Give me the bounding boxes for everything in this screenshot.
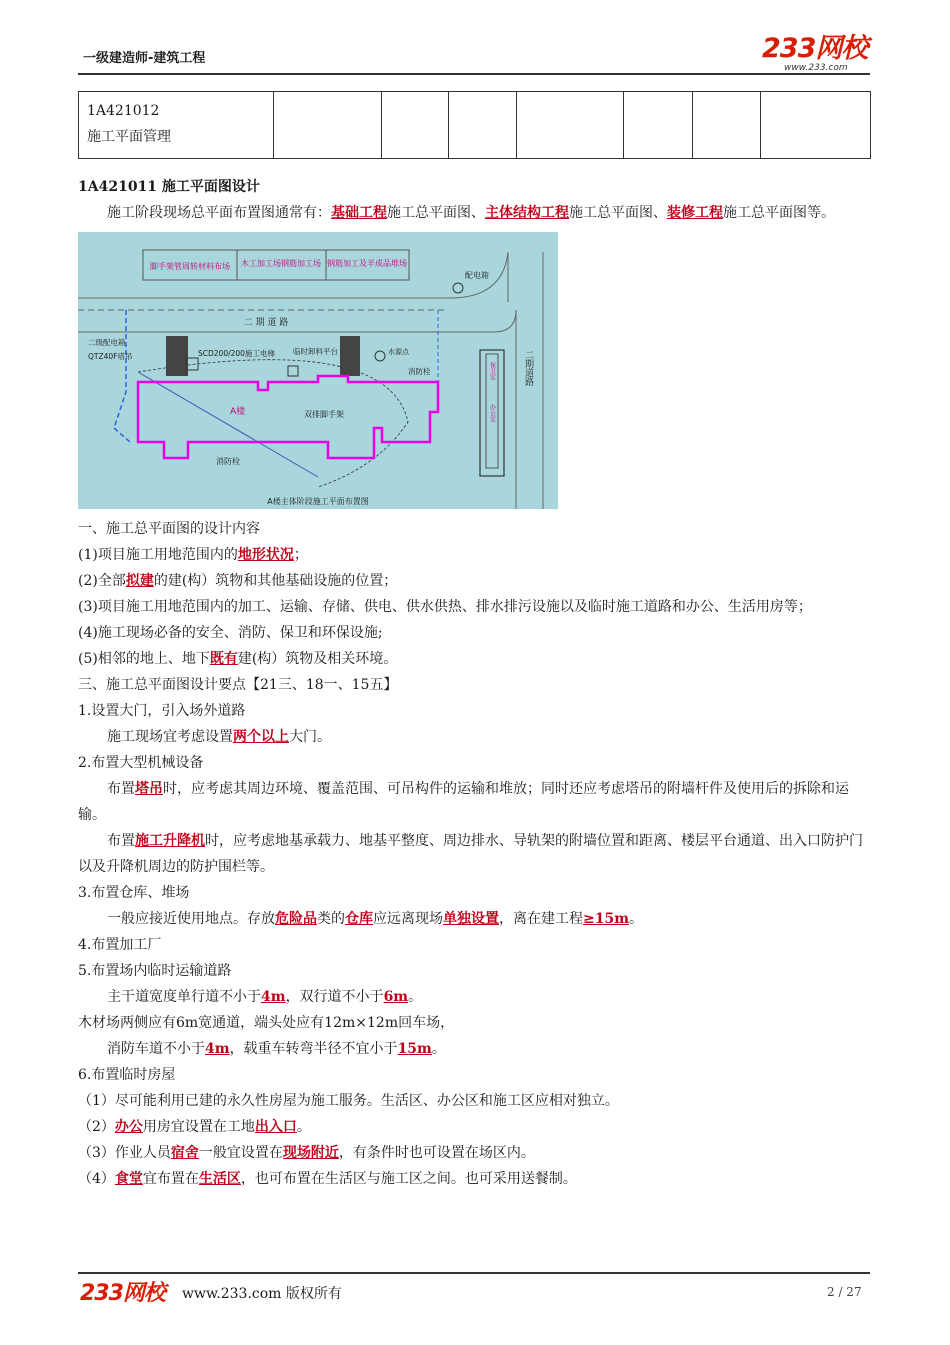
- keyword: 6m: [383, 989, 409, 1005]
- paragraph: [78, 828, 873, 880]
- storage-label-2: 木工加工场钢筋加工场: [241, 259, 321, 268]
- site-plan-figure: [78, 232, 558, 509]
- outline-table: [78, 91, 871, 159]
- text: (2)全部: [78, 573, 126, 589]
- platform-label: 临时卸料平台: [293, 347, 338, 356]
- text: 建(构）筑物及相关环境。: [237, 651, 398, 667]
- text: ，载重车转弯半径不宜小于: [229, 1041, 398, 1057]
- text: 施工现场宜考虑设置: [107, 729, 233, 745]
- text: 大门。: [289, 729, 331, 745]
- keyword: 装修工程: [667, 205, 723, 221]
- text: ，离在建工程: [499, 911, 583, 927]
- text: 一般应接近使用地点。存放: [107, 911, 275, 927]
- storage-label-3: 钢筋加工及半成品堆场: [327, 259, 407, 268]
- table-cell: [517, 92, 624, 159]
- text: （2）: [78, 1119, 115, 1135]
- table-row: [79, 92, 871, 159]
- crane-radius: [138, 360, 408, 487]
- table-cell: [693, 92, 761, 159]
- keyword: 15m: [397, 1041, 432, 1057]
- keyword: 办公: [114, 1119, 143, 1135]
- table-cell: [449, 92, 517, 159]
- text: ；: [293, 547, 308, 563]
- keyword: 危险品: [275, 911, 317, 927]
- keyword: 单独设置: [443, 911, 499, 927]
- footer-logo: 233网校: [80, 1281, 165, 1306]
- table-cell-topic: [79, 92, 274, 159]
- part1-title: 一、施工总平面图的设计内容: [78, 521, 260, 537]
- subsection-title: 2.布置大型机械设备: [78, 755, 204, 771]
- text: 施工总平面图等。: [723, 205, 835, 221]
- list-item: [78, 1140, 873, 1166]
- table-cell: [382, 92, 449, 159]
- scaffold-label: 双排脚手架: [304, 410, 344, 419]
- list-item: (3)项目施工用地范围内的加工、运输、存储、供电、供水供热、排水排污设施以及临时施工道路和办公、生活用房等；: [78, 599, 812, 615]
- hoist-block: [166, 336, 188, 376]
- topic-code: 1A421012: [87, 103, 160, 119]
- text: （3）作业人员: [78, 1145, 171, 1161]
- text: 一般宜设置在: [198, 1145, 283, 1161]
- power-label: 配电箱: [465, 271, 489, 280]
- subsection-title: 3.布置仓库、堆场: [78, 885, 190, 901]
- keyword: 施工升降机: [135, 833, 205, 849]
- list-item: （1）尽可能利用已建的永久性房屋为施工服务。生活区、办公区和施工区应相对独立。: [78, 1093, 619, 1109]
- text: 宜布置在: [142, 1171, 199, 1187]
- topic-name: 施工平面管理: [87, 129, 171, 145]
- subsection-title: 6.布置临时房屋: [78, 1067, 176, 1083]
- keyword: 基础工程: [331, 205, 387, 221]
- text: 消防车道不小于: [107, 1041, 205, 1057]
- keyword: 出入口: [254, 1119, 297, 1135]
- paragraph: [78, 984, 873, 1010]
- keyword: 食堂: [114, 1171, 143, 1187]
- storage-label-1: 脚手架管周转材料布场: [150, 262, 230, 271]
- text: 施工总平面图、: [569, 205, 667, 221]
- subsection-title: 5.布置场内临时运输道路: [78, 963, 232, 979]
- text: (5)相邻的地上、地下: [78, 651, 210, 667]
- text: ，有条件时也可设置在场区内。: [338, 1145, 535, 1161]
- power-icon: [453, 283, 463, 293]
- text: 用房宜设置在工地: [142, 1119, 255, 1135]
- text: 布置: [107, 781, 135, 797]
- water-label: 水源点: [388, 348, 409, 356]
- document-header-title: 一级建造师-建筑工程: [83, 51, 206, 66]
- text: 类的: [317, 911, 345, 927]
- text: 。: [408, 989, 423, 1005]
- text: ，双行道不小于: [285, 989, 384, 1005]
- table-cell: [761, 92, 871, 159]
- road-curve: [494, 310, 516, 332]
- hoist-label: SCD200/200施工电梯: [198, 349, 275, 358]
- text: 。: [629, 911, 644, 927]
- list-item: (4)施工现场必备的安全、消防、保卫和环保设施;: [78, 625, 383, 641]
- keyword: 仓库: [345, 911, 373, 927]
- header-divider: [78, 73, 870, 75]
- keyword: 生活区: [198, 1171, 241, 1187]
- text: 应远离现场: [373, 911, 443, 927]
- text: 施工阶段现场总平面布置图通常有：: [107, 205, 331, 221]
- site-fence: [114, 310, 130, 442]
- keyword: 既有: [209, 651, 238, 667]
- keyword: 宿舍: [170, 1145, 199, 1161]
- platform-icon: [288, 366, 298, 376]
- stair-block: [340, 336, 360, 376]
- list-item: [78, 1166, 873, 1192]
- text: 布置: [107, 833, 135, 849]
- paragraph: [78, 1036, 873, 1062]
- text: 主干道宽度单行道不小于: [107, 989, 261, 1005]
- logo-url: www.233.com: [784, 63, 848, 73]
- list-item: [78, 568, 873, 594]
- text: 。: [431, 1041, 446, 1057]
- text: 施工总平面图、: [387, 205, 485, 221]
- paragraph: [78, 906, 873, 932]
- keyword: 4m: [205, 1041, 230, 1057]
- list-item: [78, 1114, 873, 1140]
- brand-logo: [762, 34, 874, 74]
- footer-divider: [78, 1272, 870, 1274]
- road-label-horizontal: 二 期 道 路: [243, 318, 289, 328]
- hydrant-label-2: 消防栓: [216, 457, 240, 466]
- keyword: 主体结构工程: [485, 205, 569, 221]
- keyword: 拟建: [125, 573, 154, 589]
- table-cell: [624, 92, 693, 159]
- text: （4）: [78, 1171, 115, 1187]
- text: 时，应考虑地基承载力、地基平整度、周边排水、导轨架的附墙位置和距离、楼层平台通道、出入口防护门以及升降机周边的防护围栏等。: [78, 833, 863, 875]
- water-source-icon: [375, 351, 385, 361]
- keyword: ≥15m: [583, 911, 630, 927]
- list-item: [78, 542, 873, 568]
- logo-text: 233网校: [762, 33, 868, 64]
- paragraph: [78, 724, 873, 750]
- paragraph: 木材场两侧应有6m宽通道，端头处应有12m×12m回车场，: [78, 1015, 455, 1031]
- crane-label: QTZ40F塔吊: [88, 352, 133, 361]
- road-label-vertical: 二期道路: [523, 350, 533, 386]
- office-label: 办公室: [488, 404, 496, 422]
- main-content: [78, 174, 873, 1192]
- text: 时，应考虑其周边环境、覆盖范围、可吊构件的运输和堆放；同时还应考虑塔吊的附墙杆件及使用后的拆除和运输。: [78, 781, 849, 823]
- subsection-title: 1.设置大门，引入场外道路: [78, 703, 246, 719]
- table-cell: [274, 92, 382, 159]
- text: 。: [296, 1119, 311, 1135]
- section-heading: 1A421011 施工平面图设计: [78, 179, 260, 195]
- guard-label: 保卫室: [488, 362, 496, 380]
- hydrant-label-1: 消防栓: [408, 367, 431, 376]
- intro-paragraph: [78, 200, 873, 226]
- paragraph: [78, 776, 873, 828]
- list-item: [78, 646, 873, 672]
- keyword: 两个以上: [233, 729, 289, 745]
- page-number: 2 / 27: [827, 1285, 862, 1299]
- part3-title: 三、施工总平面图设计要点【21三、18一、15五】: [78, 677, 398, 693]
- text: 的建(构）筑物和其他基础设施的位置；: [153, 573, 398, 589]
- keyword: 地形状况: [237, 547, 294, 563]
- subsection-title: 4.布置加工厂: [78, 937, 162, 953]
- text: (1)项目施工用地范围内的: [78, 547, 238, 563]
- building-outline: [138, 376, 438, 458]
- keyword: 塔吊: [135, 781, 163, 797]
- keyword: 4m: [261, 989, 286, 1005]
- building-label: A楼: [230, 407, 246, 417]
- footer-copyright: www.233.com 版权所有: [182, 1286, 342, 1302]
- sub-panel-label: 二级配电箱: [88, 338, 126, 347]
- keyword: 现场附近: [282, 1145, 339, 1161]
- text: ，也可布置在生活区与施工区之间。也可采用送餐制。: [240, 1171, 577, 1187]
- figure-caption: A楼主体阶段施工平面布置图: [267, 497, 369, 506]
